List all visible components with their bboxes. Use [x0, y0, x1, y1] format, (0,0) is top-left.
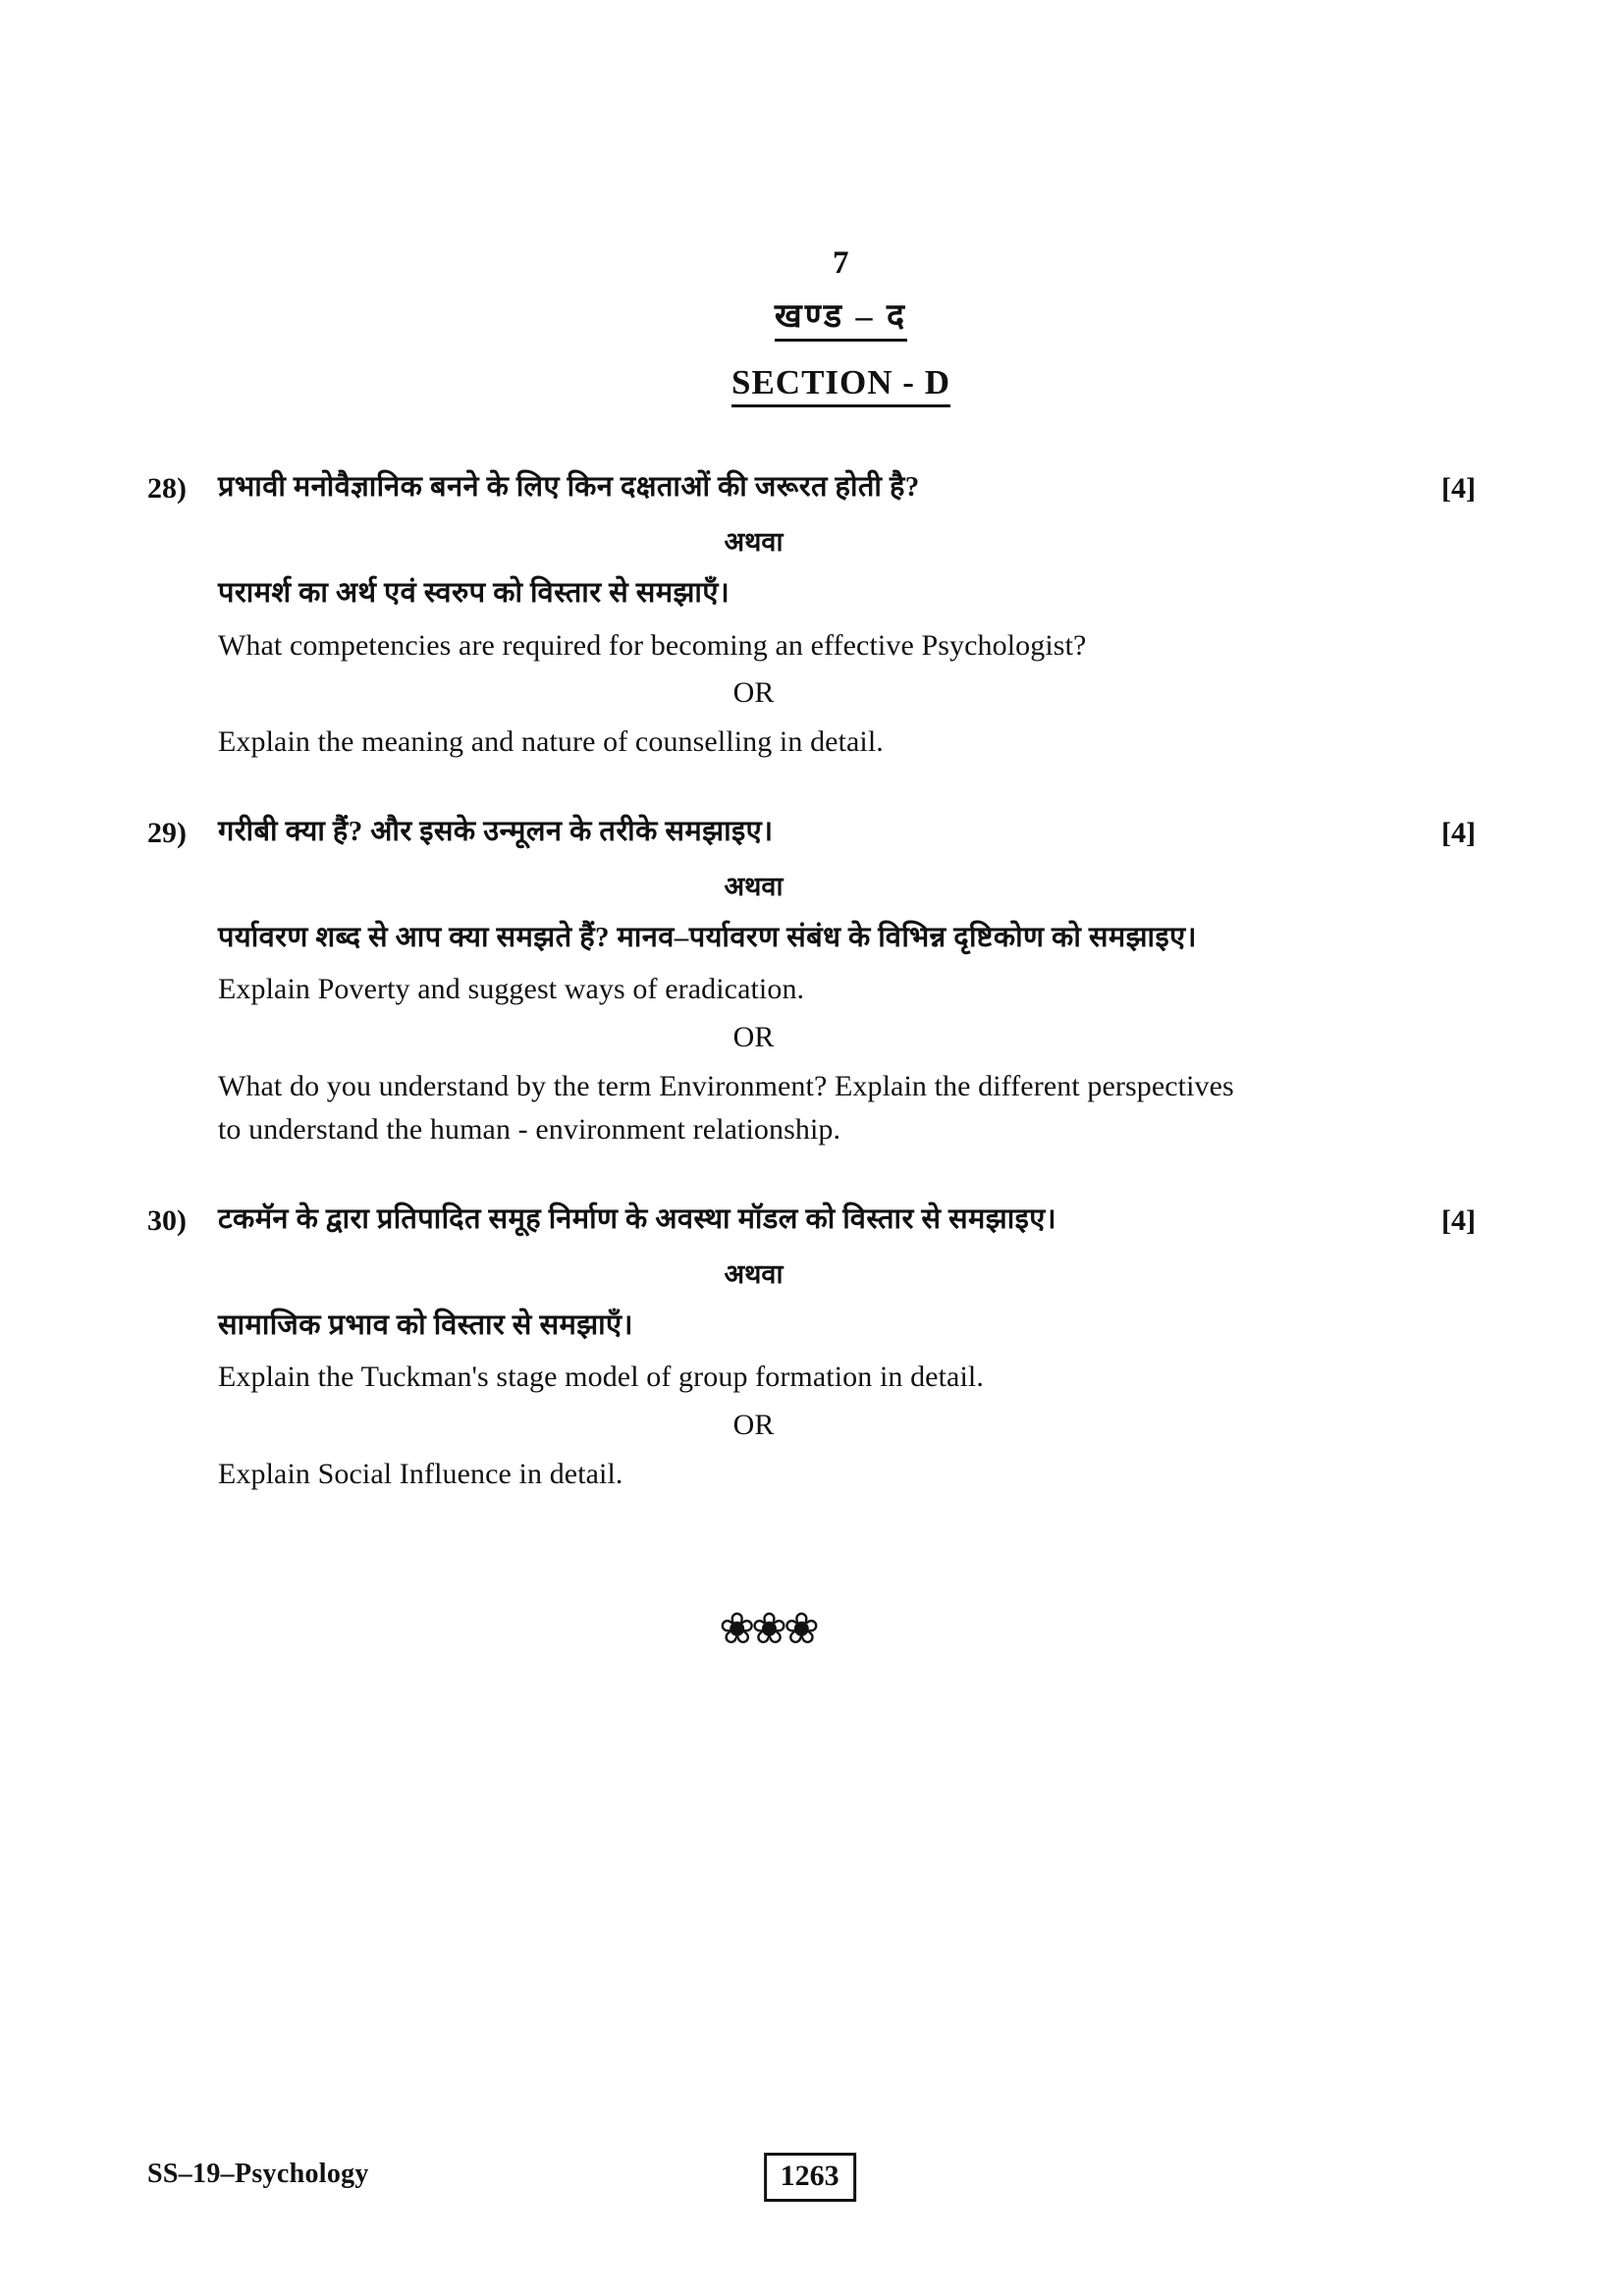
question-28-alt-label-hindi: अथवा [724, 527, 784, 557]
question-28-hindi-alternate: परामर्श का अर्थ एवं स्वरुप को विस्तार से समझाएँ। [218, 577, 730, 609]
question-30-english-primary: Explain the Tuckman's stage model of group formation in detail. [218, 1361, 984, 1394]
question-28-english-primary: What competencies are required for becoming an effective Psychologist? [218, 628, 1087, 662]
section-heading-english-text: SECTION - D [731, 363, 950, 407]
question-29-hindi-primary: गरीबी क्या हैं? और इसके उन्मूलन के तरीके समझाइए। [218, 815, 774, 847]
question-29-english-alternate-line-2: to understand the human - environment relationship. [218, 1113, 841, 1147]
question-30-number: 30) [147, 1203, 187, 1237]
end-of-paper-ornament: ❀❀❀ [719, 1603, 816, 1654]
question-28-body [147, 522, 1476, 764]
question-29-body [147, 867, 1476, 1151]
page-footer [147, 2159, 1476, 2210]
question-28-hindi-primary: प्रभावी मनोवैज्ञानिक बनने के लिए किन दक्षताओं की जरूरत होती है? [218, 471, 920, 503]
question-30-hindi-alternate: सामाजिक प्रभाव को विस्तार से समझाएँ। [218, 1308, 633, 1341]
section-heading-hindi [147, 292, 1476, 342]
question-28-english-alternate: Explain the meaning and nature of counselling in detail. [218, 725, 884, 759]
page-number: 7 [833, 245, 849, 281]
question-29-english-alternate-line-1: What do you understand by the term Environment? Explain the different perspectives [218, 1069, 1234, 1102]
question-30 [147, 1199, 1476, 1496]
paper-code: SS–19–Psychology [147, 2159, 369, 2189]
question-30-first-line [147, 1199, 1476, 1243]
section-heading-english [147, 363, 1476, 407]
question-29-first-line [147, 811, 1476, 855]
section-heading-hindi-text: खण्ड – द [775, 292, 907, 342]
question-30-alt-label-hindi: अथवा [724, 1258, 784, 1289]
question-29-marks: [4] [1441, 816, 1476, 849]
question-29-number: 29) [147, 816, 187, 849]
question-30-hindi-primary: टकमॅन के द्वारा प्रतिपादित समूह निर्माण के अवस्था मॉडल को विस्तार से समझाइए। [218, 1202, 1057, 1235]
question-29-alt-label-hindi: अथवा [724, 871, 784, 901]
question-30-body [147, 1255, 1476, 1496]
question-30-marks: [4] [1441, 1203, 1476, 1237]
question-30-alt-label-english: OR [732, 1409, 775, 1442]
question-28-marks: [4] [1441, 472, 1476, 505]
question-28-alt-label-english: OR [732, 676, 775, 710]
question-29-english-primary: Explain Poverty and suggest ways of eradication. [218, 973, 805, 1006]
question-28 [147, 466, 1476, 764]
question-29 [147, 811, 1476, 1151]
question-29-hindi-alternate: पर्यावरण शब्द से आप क्या समझते हैं? मानव–पर्यावरण संबंध के विभिन्न दृष्टिकोण को समझाइए। [218, 921, 1197, 953]
question-28-number: 28) [147, 472, 187, 505]
question-28-first-line [147, 466, 1476, 510]
question-29-alt-label-english: OR [732, 1020, 775, 1053]
question-30-english-alternate: Explain Social Influence in detail. [218, 1458, 623, 1491]
set-number-box: 1263 [764, 2153, 856, 2202]
